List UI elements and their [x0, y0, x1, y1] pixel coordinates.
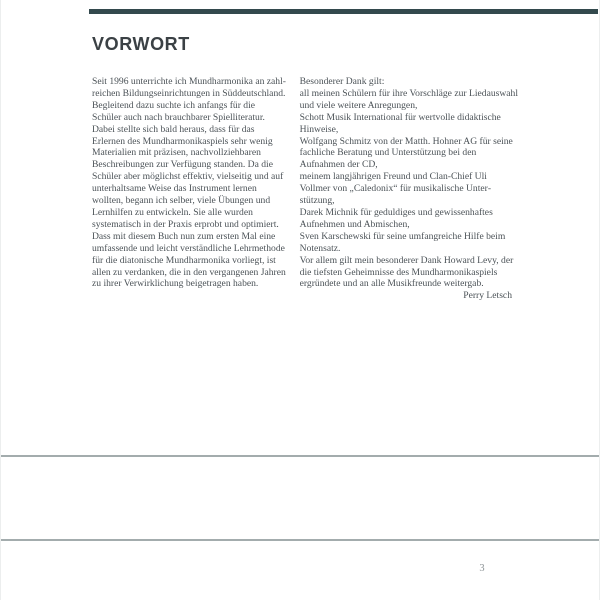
acknowledgement-line: meinem langjährigen Freund und Clan-Chief Uli Vollmer von „Caledonix“ für musikalische Unterstützung, [299, 171, 492, 207]
acknowledgement-line: Sven Karschewski für seine umfangreiche Hilfe beim Notensatz. [299, 230, 506, 254]
page-number: 3 [479, 563, 485, 574]
preface-paragraph: Dass mit diesem Buch nun zum ersten Mal eine umfassende und leicht verständliche Lehrmethode für die diatonische Mundharmonika vorliegt, ist allen zu verdanken, die in den vergangenen Jahren zu ihrer Verwirklichung beigetragen haben. [92, 230, 286, 290]
lower-rule-2 [1, 539, 600, 541]
text-columns [92, 76, 518, 302]
right-column [300, 76, 518, 302]
header-rule [89, 9, 598, 14]
acknowledgement-line: Darek Michnik für geduldiges und gewissenhaftes Aufnehmen und Abmischen, [299, 206, 493, 230]
acknowledgement-line: Schott Musik International für wertvolle didaktische Hinweise, [299, 111, 501, 135]
acknowledgement-line: all meinen Schülern für ihre Vorschläge zur Liedauswahl und viele weitere Anregungen, [299, 87, 519, 111]
acknowledgement-line: Wolfgang Schmitz von der Matth. Hohner AG für seine fachliche Beratung und Unterstützung bei den Aufnahmen der CD, [299, 135, 513, 171]
page-title: VORWORT [92, 34, 190, 54]
preface-paragraph: Seit 1996 unterrichte ich Mundharmonika an zahlreichen Bildungseinrichtungen in Süddeutschland. Begleitend dazu suchte ich anfangs für die Schüler auch nach brauchbarer Spielliteratur. Dabei stellte sich bald heraus, dass für das Erlernen des Mundharmonikaspiels sehr wenig Materialien mit präzisen, nachvollziehbaren Beschreibungen zur Verfügung standen. Da die Schüler aber möglichst effektiv, vielseitig und auf unterhaltsame Weise das Instrument lernen wollten, begann ich selber, viele Übungen und Lernhilfen zu entwickeln. Sie alle wurden systematisch in der Praxis erprobt und optimiert. [92, 76, 286, 230]
left-column [92, 76, 287, 302]
author-signature: Perry Letsch [463, 290, 512, 302]
acknowledgement-line: Besonderer Dank gilt: [299, 76, 385, 87]
lower-rule-1 [1, 455, 600, 457]
acknowledgement-line: Vor allem gilt mein besonderer Dank Howard Levy, der die tiefsten Geheimnisse des Mundharmonikaspiels ergründete und an alle Musikfreunde weitergab. [299, 254, 514, 290]
